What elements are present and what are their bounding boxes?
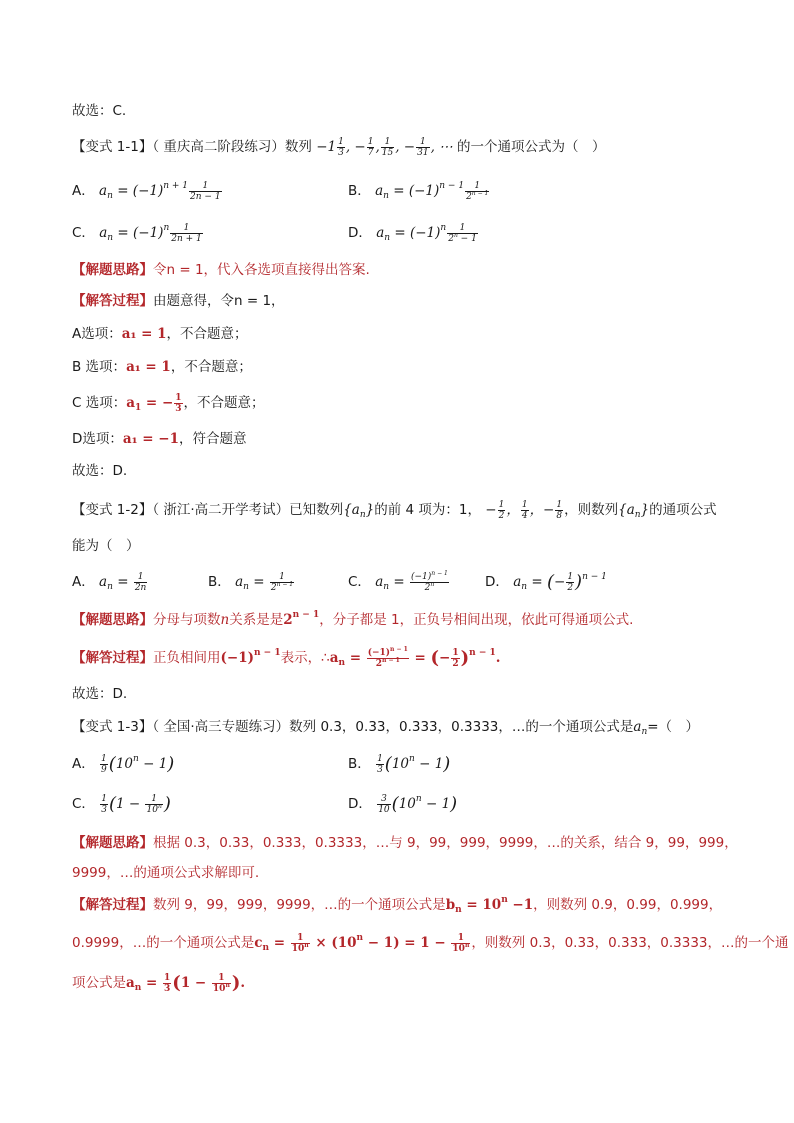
process-formula: $b_n = 10^n -1$ xyxy=(445,895,534,915)
question-tag: 【变式 1-3】 xyxy=(72,719,153,735)
option-formula: $a_n$ = (− $\frac{1}{2}$ )$^{n - 1}$ xyxy=(513,571,607,593)
option-formula: $a_n = (-1)^n$ $\frac{1}{2^n - 1}$ xyxy=(376,223,477,244)
question-tag: 【变式 1-1】 xyxy=(72,139,153,155)
option-formula: $\frac{1}{3}$ (1 − $\frac{1}{10^n}$ ) xyxy=(101,793,171,815)
option-d xyxy=(348,794,457,815)
idea-tag: 【解题思路】 xyxy=(72,835,153,851)
check-a xyxy=(72,324,248,344)
process-result: $a_n$ = $\frac{1}{3}$ (1 − $\frac{1}{10^n}$ ). xyxy=(126,972,246,994)
sequence-terms: − $\frac{1}{2}$ ， $\frac{1}{4}$ ，− $\frac{1}{8}$ xyxy=(485,500,563,521)
process-text: 正负相间用 xyxy=(153,650,221,666)
answer-text: 故选：D. xyxy=(72,463,128,479)
process-tag: 【解答过程】 xyxy=(72,897,153,913)
option-formula: $a_n = (-1)^{n - 1}$ $\frac{1}{2^{n - 1}}$ xyxy=(375,181,489,202)
option-label: D． xyxy=(348,225,372,241)
option-formula: $\frac{3}{10}$ $(10^n - 1)$ xyxy=(378,793,458,815)
question-tail: ，则数列 xyxy=(564,502,619,518)
option-c xyxy=(348,572,450,593)
question-mid: 的前 4 项为：1， xyxy=(374,502,481,518)
idea-tag: 【解题思路】 xyxy=(72,612,153,628)
option-formula: $a_n = (-1)^n$ $\frac{1}{2n + 1}$ xyxy=(99,223,202,244)
solution-process-line3 xyxy=(72,973,245,994)
check-text: ，不合题意； xyxy=(166,326,248,342)
question-1-2-line2 xyxy=(72,536,140,556)
process-text: 表示，∴ xyxy=(280,650,330,666)
check-label: D选项： xyxy=(72,431,123,447)
answer-text: 故选：D. xyxy=(72,686,128,702)
option-formula: $a_n$ = $\frac{1}{2^{n - 1}}$ xyxy=(235,572,294,593)
option-label: B． xyxy=(208,574,231,590)
check-eq: a₁ = −1 xyxy=(122,431,179,447)
idea-formula: $2^{n - 1}$ xyxy=(283,610,320,628)
question-source: （ 重庆高二阶段练习）数列 xyxy=(152,139,312,155)
idea-text: 令n = 1，代入各选项直接得出答案. xyxy=(153,262,370,278)
process-text: 0.9999，…的一个通项公式是 xyxy=(72,935,255,951)
option-label: D． xyxy=(485,574,509,590)
option-label: A． xyxy=(72,756,95,772)
idea-text: 根据 0.3，0.33，0.333，0.3333，…与 9，99，999，9999，…的关系，结合 9，99，999， xyxy=(153,835,738,851)
question-source: （ 浙江·高二开学考试）已知数列 xyxy=(152,502,344,518)
sequence-symbol: $a_n$ xyxy=(633,719,648,737)
process-formula: $c_n$ = $\frac{1}{10^n}$ × $(10^n - 1) = 1$ − $\frac{1}{10^n}$ xyxy=(254,933,470,954)
solution-idea xyxy=(72,833,738,853)
option-b xyxy=(208,572,295,593)
option-formula: $a_n$ = $\frac{1}{2n}$ xyxy=(99,572,147,593)
solution-process xyxy=(72,648,500,669)
sequence-symbol: $\{a_n\}$ xyxy=(343,502,375,520)
solution-idea xyxy=(72,260,370,280)
option-a xyxy=(72,754,174,775)
check-text: ，不合题意； xyxy=(170,359,252,375)
option-label: B． xyxy=(348,183,371,199)
option-label: C． xyxy=(348,574,371,590)
question-tail: =（ ） xyxy=(647,719,700,735)
check-b xyxy=(72,357,252,377)
answer-line xyxy=(72,461,127,481)
idea-text: 9999，…的通项公式求解即可. xyxy=(72,865,260,881)
answer-line xyxy=(72,101,126,121)
idea-text: 关系是是 xyxy=(229,612,284,628)
check-d xyxy=(72,429,246,449)
option-c xyxy=(72,794,171,815)
check-text: ，符合题意 xyxy=(178,431,247,447)
process-text: 由题意得，令n = 1， xyxy=(153,293,285,309)
question-1-2 xyxy=(72,500,717,521)
option-formula: $a_n$ = $\frac{(-1)^{n - 1}}{2^n}$ xyxy=(375,570,448,593)
option-d xyxy=(348,223,479,244)
option-formula: $\frac{1}{9}$ $(10^n - 1)$ xyxy=(101,753,175,775)
process-text: ，则数列 0.3，0.33，0.333，0.3333，…的一个通 xyxy=(471,935,789,951)
option-c xyxy=(72,223,204,244)
process-text: 项公式是 xyxy=(72,975,126,991)
option-label: A． xyxy=(72,574,95,590)
option-a xyxy=(72,572,148,593)
process-text: 数列 9，99，999，9999，…的一个通项公式是 xyxy=(153,897,446,913)
question-1-3 xyxy=(72,717,699,737)
check-label: B 选项： xyxy=(72,359,127,375)
answer-line xyxy=(72,684,127,704)
check-label: A选项： xyxy=(72,326,122,342)
idea-text: 分母与项数 xyxy=(153,612,221,628)
idea-var: n xyxy=(220,612,230,628)
process-result: $a_n$ = $\frac{(-1)^{n - 1}}{2^{n - 1}}$ = (− $\frac{1}{2}$ )$^{n - 1}$. xyxy=(329,646,501,669)
process-formula: $(-1)^{n - 1}$ xyxy=(220,648,281,666)
solution-process-line2 xyxy=(72,933,789,954)
option-formula: $a_n = (-1)^{n + 1}$ $\frac{1}{2n - 1}$ xyxy=(99,181,221,202)
process-tag: 【解答过程】 xyxy=(72,650,153,666)
solution-idea xyxy=(72,610,633,630)
question-tail: 的一个通项公式为（ ） xyxy=(456,139,606,155)
question-1-1 xyxy=(72,137,605,158)
option-label: C． xyxy=(72,225,95,241)
check-eq: a₁ = 1 xyxy=(121,326,167,342)
check-eq: a₁ = 1 xyxy=(126,359,171,375)
check-label: C 选项： xyxy=(72,395,127,411)
answer-text: 故选：C. xyxy=(72,103,127,119)
idea-tag: 【解题思路】 xyxy=(72,262,153,278)
check-eq: $a_1$ = − $\frac{1}{3}$ xyxy=(126,393,182,414)
solution-process xyxy=(72,291,285,311)
question-tag: 【变式 1-2】 xyxy=(72,502,153,518)
option-formula: $\frac{1}{3}$ $(10^n - 1)$ xyxy=(377,753,451,775)
option-label: C． xyxy=(72,796,95,812)
process-tag: 【解答过程】 xyxy=(72,293,153,309)
option-b xyxy=(348,754,450,775)
question-tail2: 的通项公式 xyxy=(649,502,717,518)
sequence-expression: −1 $\frac{1}{3}$ , − $\frac{1}{7}$ , $\frac{1}{15}$ , − $\frac{1}{31}$ , ⋯ xyxy=(316,137,453,158)
solution-idea-line2 xyxy=(72,863,259,883)
option-label: D． xyxy=(348,796,372,812)
sequence-symbol: $\{a_n\}$ xyxy=(618,502,650,520)
question-source: （ 全国·高三专题练习）数列 0.3，0.33，0.333，0.3333，…的一个通项公式是 xyxy=(152,719,634,735)
option-a xyxy=(72,181,223,202)
check-c xyxy=(72,393,265,414)
solution-process xyxy=(72,895,722,915)
idea-text: ，分子都是 1，正负号相间出现，依此可得通项公式. xyxy=(319,612,634,628)
check-text: ，不合题意； xyxy=(183,395,265,411)
option-label: B． xyxy=(348,756,371,772)
question-line2: 能为（ ） xyxy=(72,538,140,554)
option-d xyxy=(485,572,607,593)
option-b xyxy=(348,181,490,202)
process-text: ，则数列 0.9，0.99，0.999， xyxy=(533,897,723,913)
option-label: A． xyxy=(72,183,95,199)
